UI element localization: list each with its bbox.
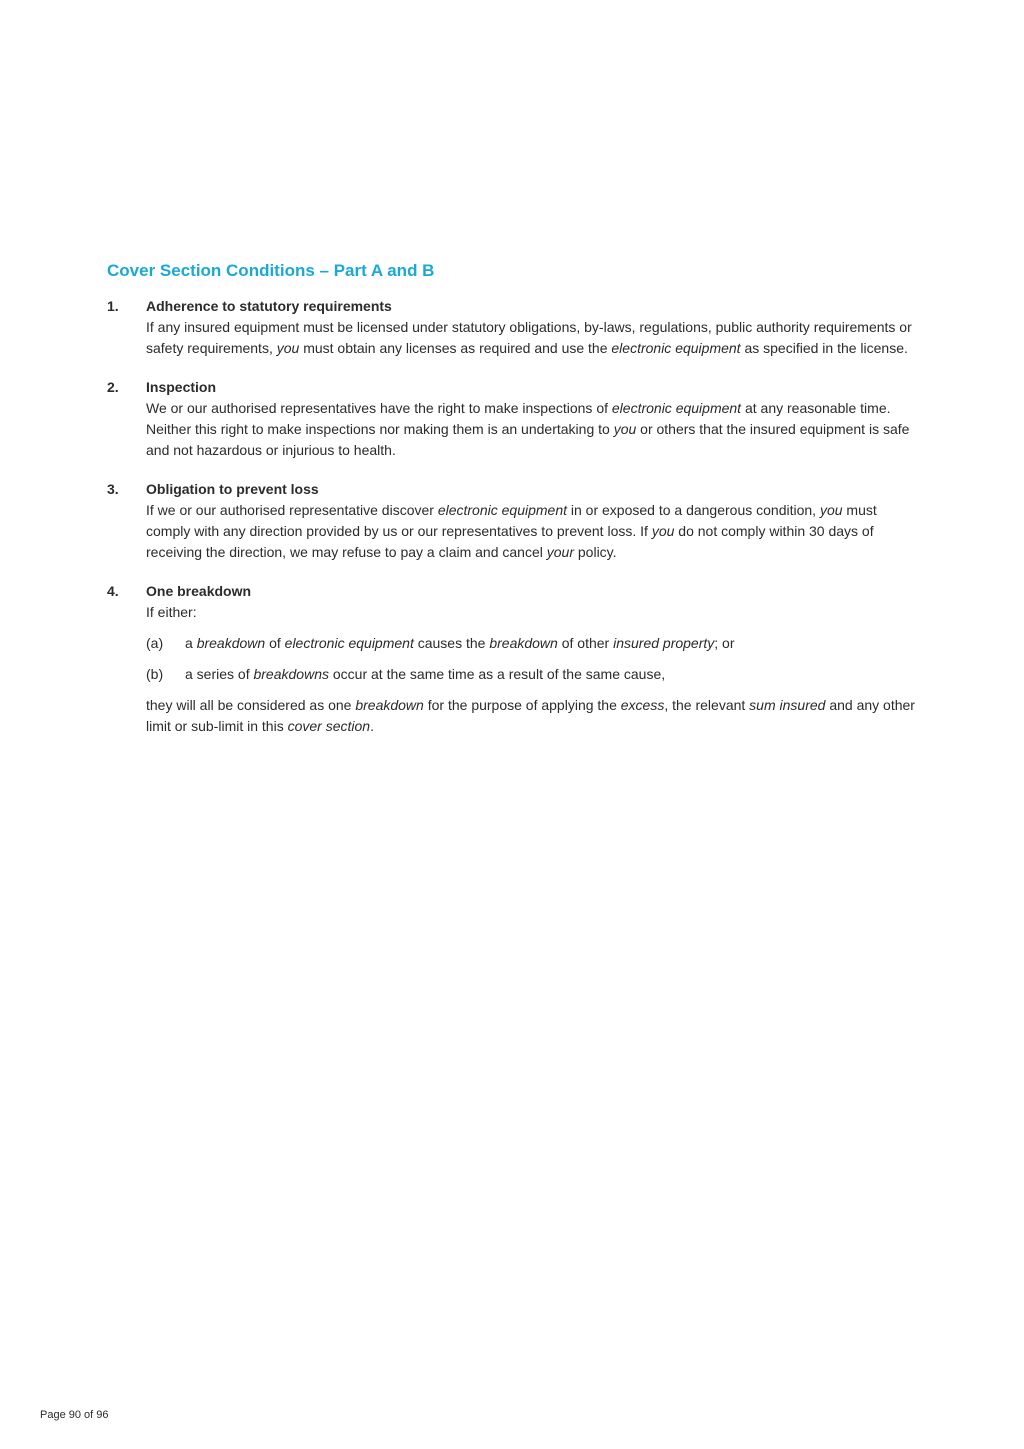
condition-item-2 <box>107 377 917 461</box>
item-body <box>146 581 917 737</box>
item-body <box>146 479 917 563</box>
closing-text: they will all be considered as one breakdown for the purpose of applying the excess, the relevant sum insured and any other limit or sub-limit in this cover section. <box>146 697 915 734</box>
defined-term: breakdown <box>489 635 558 651</box>
item-text: If either: <box>146 604 197 620</box>
defined-term: electronic equipment <box>437 502 567 518</box>
page-number: Page 90 of 96 <box>40 1409 109 1421</box>
sub-list <box>146 633 917 685</box>
defined-term: you <box>613 421 637 437</box>
defined-term: breakdown <box>355 697 424 713</box>
item-text: We or our authorised representatives have the right to make inspections of electronic equipment at any reasonable time. Neither this right to make inspections nor making them is an undertaking to you or others that the insured equipment is safe and not hazardous or injurious to health. <box>146 400 910 458</box>
condition-item-1 <box>107 296 917 359</box>
item-heading: Obligation to prevent loss <box>146 481 319 497</box>
defined-term: you <box>819 502 843 518</box>
sub-item-label: (a) <box>146 635 164 651</box>
defined-term: electronic equipment <box>611 340 741 356</box>
item-heading: Inspection <box>146 379 217 395</box>
defined-term: you <box>276 340 300 356</box>
condition-item-3 <box>107 479 917 563</box>
item-body <box>146 296 917 359</box>
condition-item-4 <box>107 581 917 737</box>
sub-item-text: a series of breakdowns occur at the same time as a result of the same cause, <box>185 666 666 682</box>
item-text: If we or our authorised representative discover electronic equipment in or exposed to a dangerous condition, you must comply with any direction provided by us or our representatives to prevent loss. If you do not comply within 30 days of receiving the direction, we may refuse to pay a claim and cancel your policy. <box>146 502 877 560</box>
defined-term: you <box>651 523 675 539</box>
defined-term: breakdown <box>196 635 266 651</box>
sub-item-label: (b) <box>146 666 164 682</box>
document-body <box>107 260 917 755</box>
defined-term: electronic equipment <box>611 400 742 416</box>
defined-term: insured property <box>613 635 715 651</box>
sub-item-b <box>146 664 917 685</box>
item-heading: Adherence to statutory requirements <box>146 298 392 314</box>
item-number: 1. <box>107 298 119 314</box>
defined-term: cover section <box>287 718 371 734</box>
item-heading: One breakdown <box>146 583 252 599</box>
defined-term: excess <box>620 697 665 713</box>
section-title: Cover Section Conditions – Part A and B <box>107 261 435 280</box>
sub-item-text: a breakdown of electronic equipment causes the breakdown of other insured property; or <box>185 635 735 651</box>
item-number: 2. <box>107 379 119 395</box>
defined-term: sum insured <box>749 697 826 713</box>
defined-term: breakdowns <box>253 666 329 682</box>
item-body <box>146 377 917 461</box>
sub-item-a <box>146 633 917 654</box>
defined-term: your <box>546 544 574 560</box>
defined-term: electronic equipment <box>284 635 414 651</box>
item-text: If any insured equipment must be licensed under statutory obligations, by-laws, regulations, public authority requirements or safety requirements, you must obtain any licenses as required and use the electronic equipment as specified in the license. <box>146 319 912 356</box>
item-number: 3. <box>107 481 119 497</box>
item-number: 4. <box>107 583 119 599</box>
